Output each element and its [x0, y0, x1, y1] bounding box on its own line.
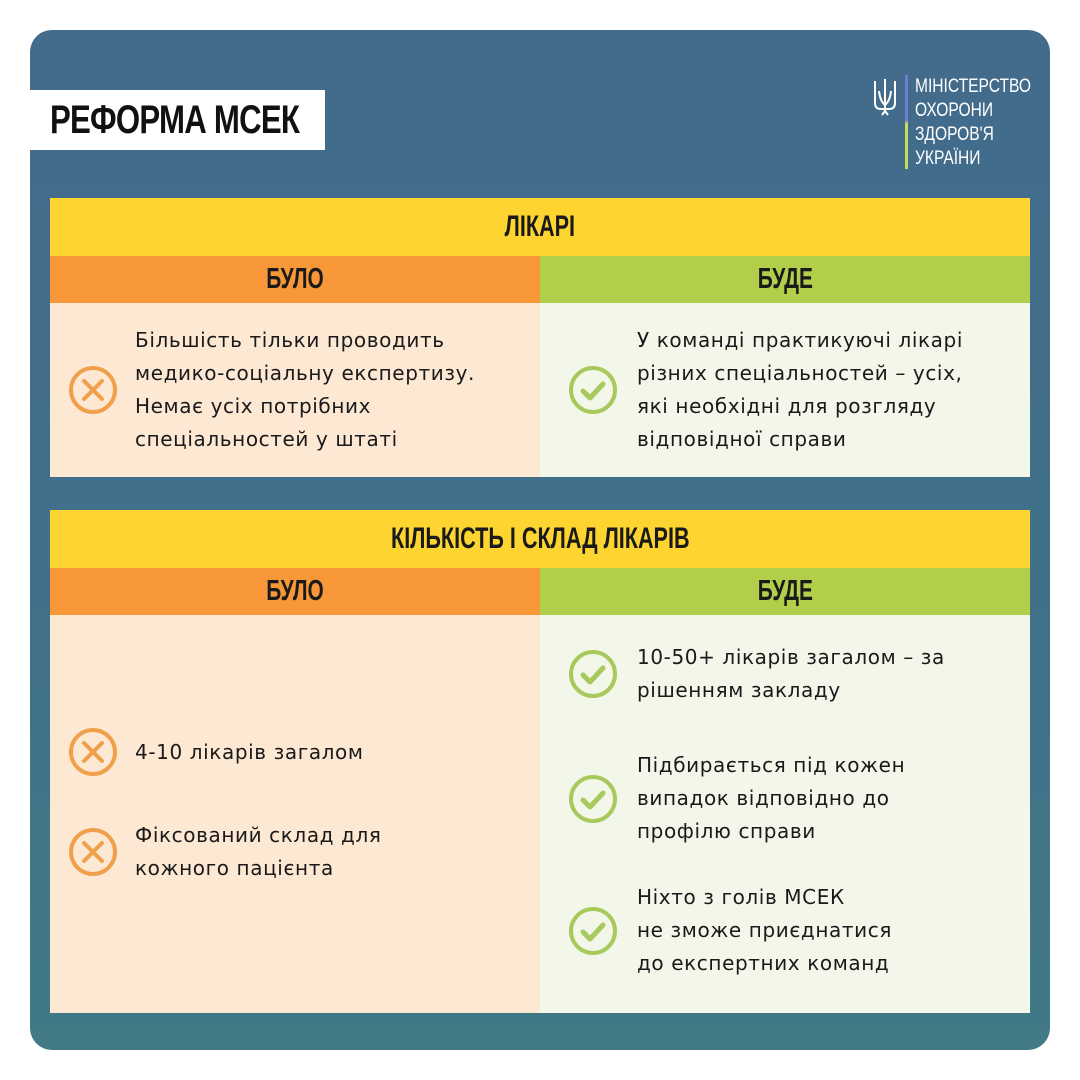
was-header: БУЛО: [50, 568, 540, 615]
was-column: [50, 568, 540, 1013]
will-header: БУДЕ: [540, 256, 1030, 303]
will-header: БУДЕ: [540, 568, 1030, 615]
check-circle-icon: [568, 774, 618, 824]
was-header: БУЛО: [50, 256, 540, 303]
section-doctors: [50, 198, 1030, 477]
page-title: РЕФОРМА МСЕК: [50, 97, 300, 142]
check-circle-icon: [568, 649, 618, 699]
ministry-name: МІНІСТЕРСТВО ОХОРОНИ ЗДОРОВ'Я УКРАЇНИ: [915, 76, 1031, 169]
list-item: 10-50+ лікарів загалом – за рішенням закладу: [568, 641, 945, 707]
cross-circle-icon: [68, 727, 118, 777]
will-column: [540, 256, 1030, 477]
cross-circle-icon: [68, 365, 118, 415]
section-header: КІЛЬКІСТЬ І СКЛАД ЛІКАРІВ: [50, 510, 1030, 568]
section-header: ЛІКАРІ: [50, 198, 1030, 256]
check-circle-icon: [568, 906, 618, 956]
was-column: [50, 256, 540, 477]
section-doctor-composition: [50, 510, 1030, 1013]
list-item: Підбирається під кожен випадок відповідно до профілю справи: [568, 749, 905, 848]
will-column: [540, 568, 1030, 1013]
list-item: 4-10 лікарів загалом: [68, 727, 364, 777]
logo-divider: [905, 75, 908, 169]
page-title-box: [30, 90, 325, 150]
list-item: Ніхто з голів МСЕК не зможе приєднатися до експертних команд: [568, 881, 892, 980]
list-item: Фіксований склад для кожного пацієнта: [68, 819, 382, 885]
trident-icon: [872, 77, 898, 117]
list-item: Більшість тільки проводить медико-соціальну експертизу. Немає усіх потрібних спеціальностей у штаті: [68, 324, 475, 456]
ministry-logo: [872, 75, 1056, 171]
cross-circle-icon: [68, 827, 118, 877]
list-item: У команді практикуючі лікарі різних спеціальностей – усіх, які необхідні для розгляду відповідної справи: [568, 324, 963, 456]
check-circle-icon: [568, 365, 618, 415]
